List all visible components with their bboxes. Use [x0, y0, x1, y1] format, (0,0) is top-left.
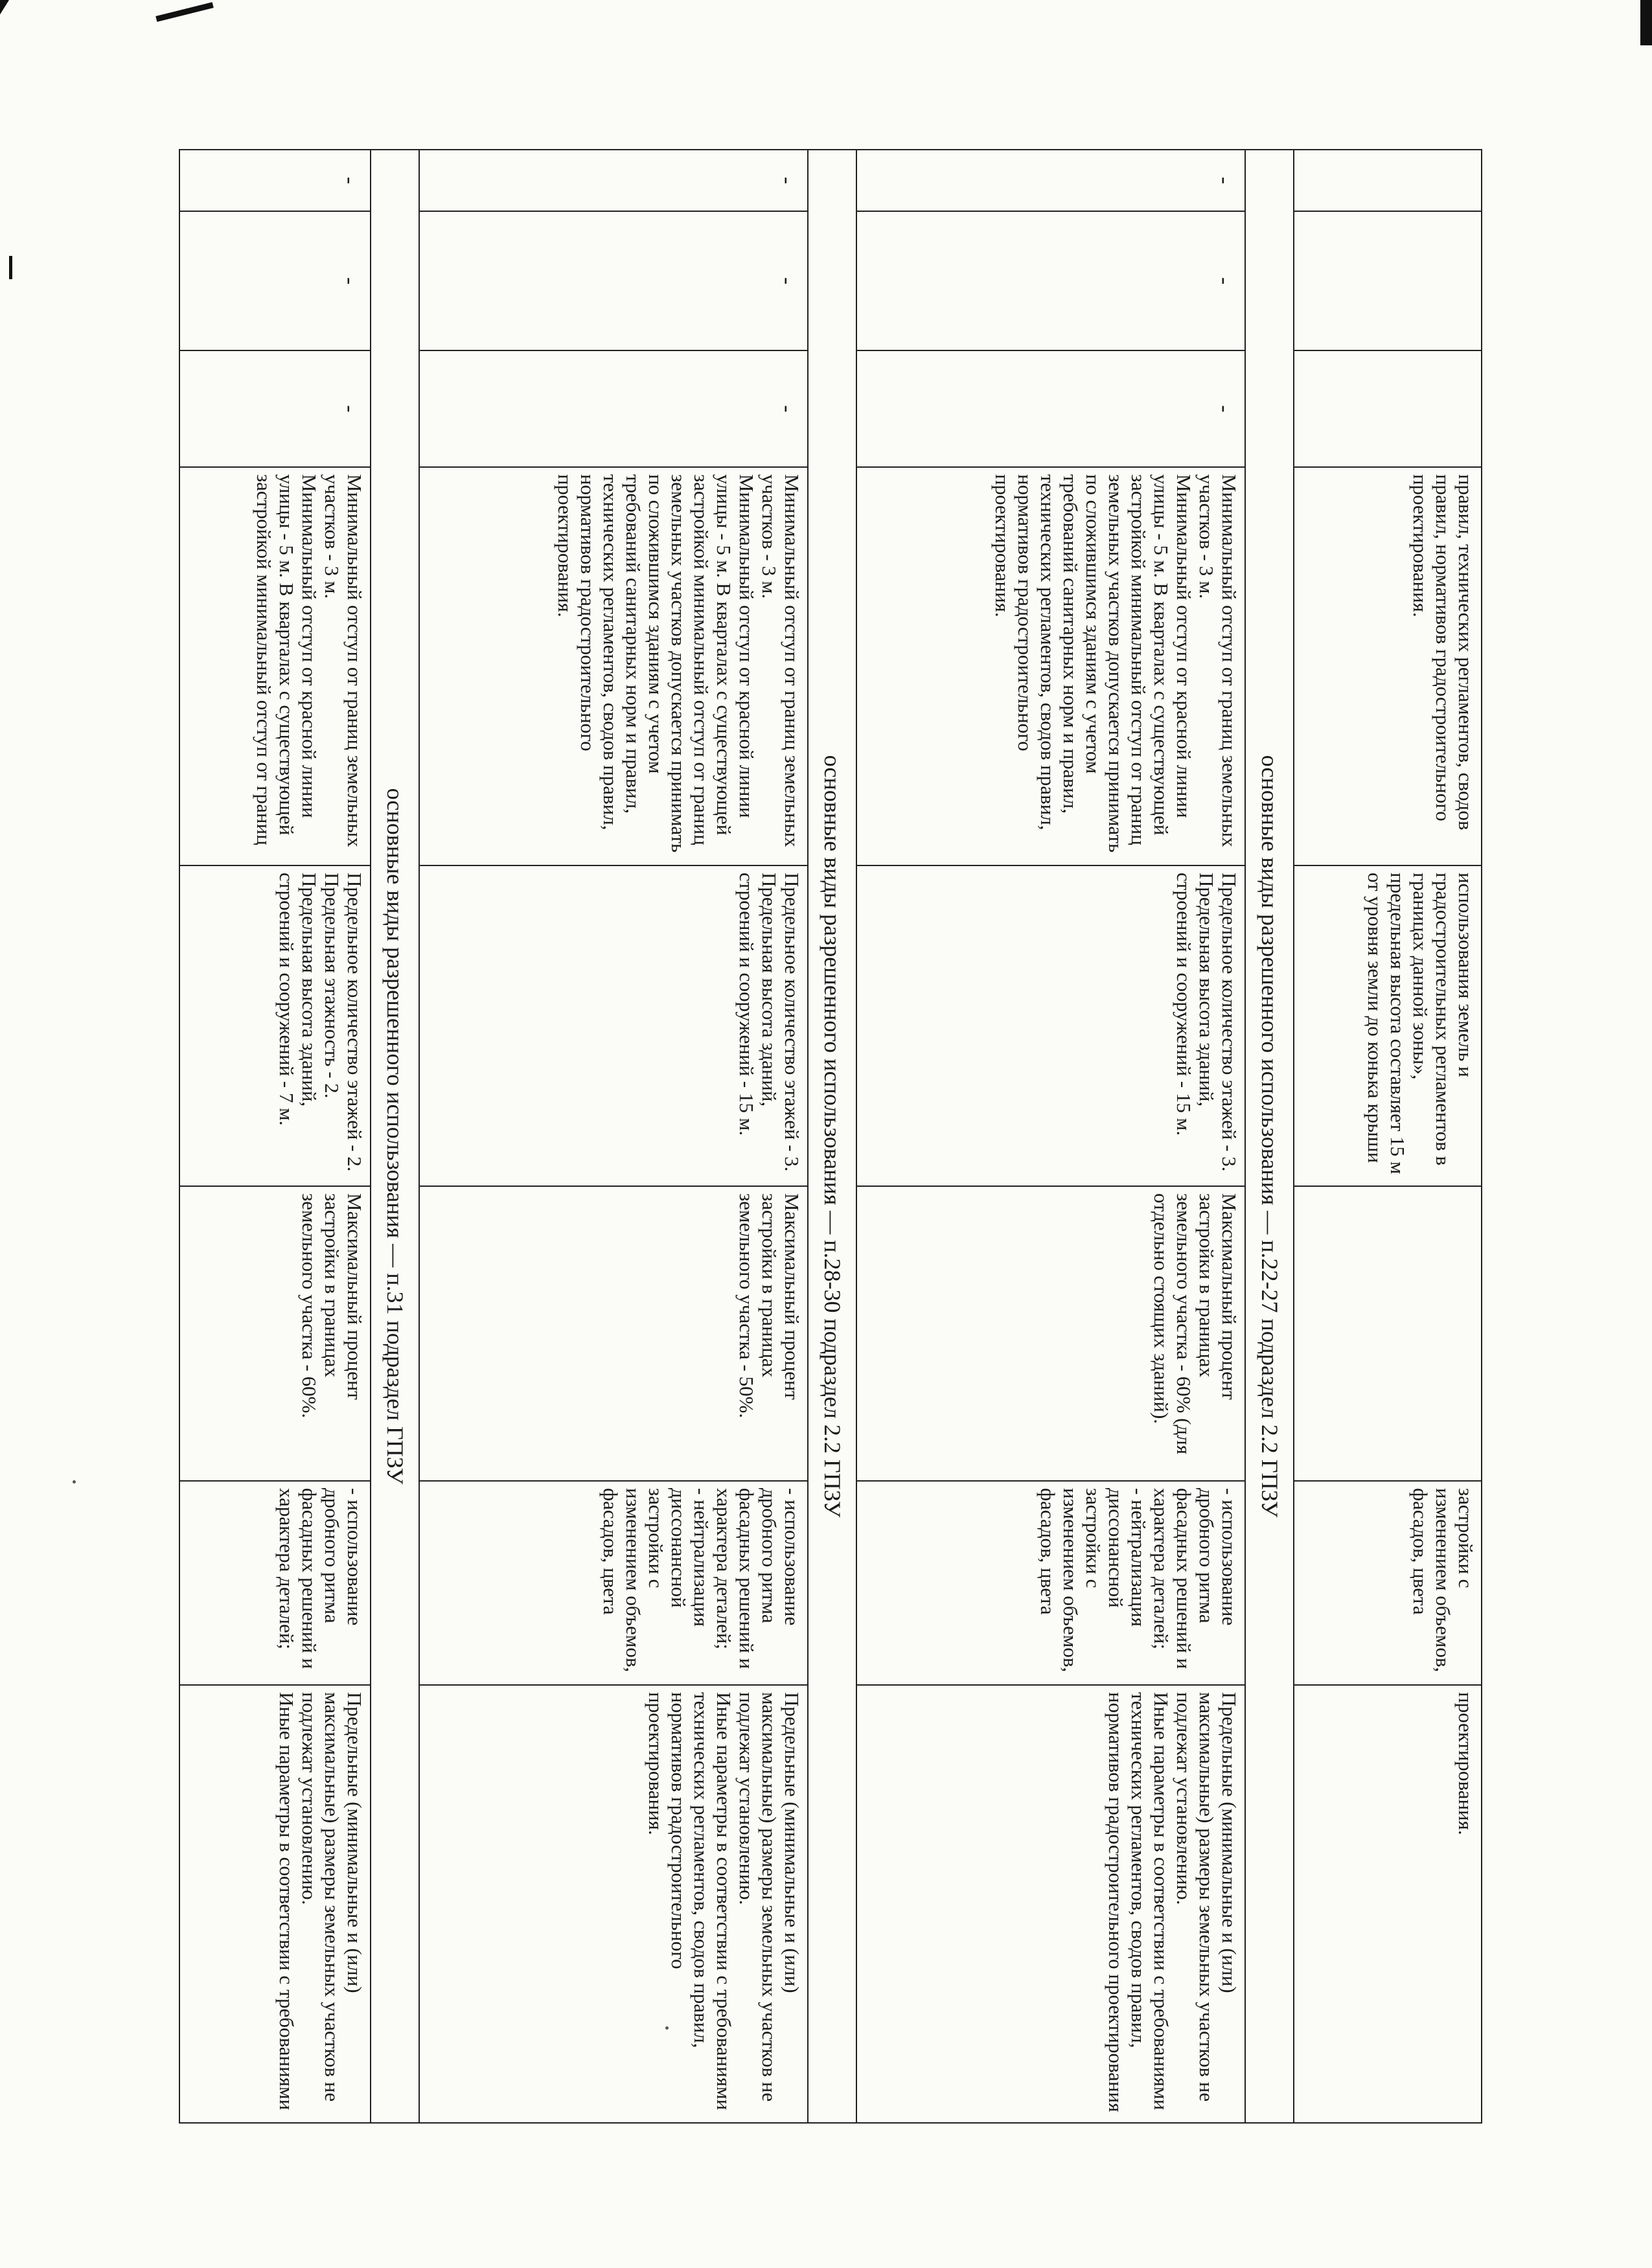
section-heading: основные виды разрешенного использования — п.22-27 подраздел 2.2 ГПЗУ	[1245, 150, 1294, 2123]
section-heading-row	[371, 150, 419, 2123]
cell-height-limits: Предельное количество этажей - 3. Предельная высота зданий, строений и сооружений - 15 м.	[856, 865, 1245, 1186]
scan-corner-mark-top	[155, 2, 214, 22]
cell-col3: -	[179, 350, 371, 467]
cell-architecture: - использование дробного ритма фасадных решений и характера деталей; - нейтрализация диссонансной застройки с изменением объемов, фасадов, цвета	[419, 1481, 808, 1685]
section-heading: основные виды разрешенного использования — п.28-30 подраздел 2.2 ГПЗУ	[808, 150, 856, 2123]
cell-architecture: - использование дробного ритма фасадных решений и характера деталей; - нейтрализация диссонансной застройки с изменением объемов, фасадов, цвета	[856, 1481, 1245, 1685]
cell-setbacks: Минимальный отступ от границ земельных участков - 3 м. Минимальный отступ от красной линии улицы - 5 м. В кварталах с существующей застройкой минимальный отступ от границ земельных участков допускается принимать по сложившимся зданиям с учетом требований санитарных норм и правил, технических регламентов, сводов правил, нормативов градостроительного проектирования.	[419, 467, 808, 865]
cell-other-params: Предельные (минимальные и (или) максимальные) размеры земельных участков не подлежат установлению. Иные параметры в соответствии с требованиями технических регламентов, сводов правил, нормативов градостроительного проектирования.	[419, 1685, 808, 2123]
section-heading-row	[1245, 150, 1294, 2123]
scan-corner-mark	[0, 0, 9, 168]
cell-col3	[1294, 350, 1482, 467]
section-heading: основные виды разрешенного использования — п.31 подраздел ГПЗУ	[371, 150, 419, 2123]
cell-setbacks: Минимальный отступ от границ земельных участков - 3 м. Минимальный отступ от красной линии улицы - 5 м. В кварталах с существующей застройкой минимальный отступ от границ	[179, 467, 371, 865]
rotated-page	[180, 149, 1482, 2122]
table-row	[179, 150, 371, 2123]
cell-col3: -	[419, 350, 808, 467]
cell-height-limits: использования земель и градостроительных регламентов в границах данной зоны», предельная высота составляет 15 м от уровня земли до конька крыши	[1294, 865, 1482, 1186]
section-heading-row	[808, 150, 856, 2123]
cell-coverage: Максимальный процент застройки в границах земельного участка - 60% (для отдельно стоящих зданий).	[856, 1186, 1245, 1481]
cell-architecture: - использование дробного ритма фасадных решений и характера деталей;	[179, 1481, 371, 1685]
scan-edge-right	[1640, 0, 1652, 45]
scan-speck	[73, 1480, 76, 1483]
cell-col1	[1294, 150, 1482, 211]
cell-col2	[1294, 211, 1482, 350]
cell-col2: -	[419, 211, 808, 350]
cell-col3: -	[856, 350, 1245, 467]
cell-col2: -	[856, 211, 1245, 350]
scan-edge-mark	[9, 256, 12, 279]
cell-height-limits: Предельное количество этажей - 2. Предельная этажность - 2. Предельная высота зданий, строений и сооружений - 7 м.	[179, 865, 371, 1186]
table-row	[1294, 150, 1482, 2123]
table-row	[856, 150, 1245, 2123]
cell-setbacks: Минимальный отступ от границ земельных участков - 3 м. Минимальный отступ от красной линии улицы - 5 м. В кварталах с существующей застройкой минимальный отступ от границ земельных участков допускается принимать по сложившимся зданиям с учетом требований санитарных норм и правил, технических регламентов, сводов правил, нормативов градостроительного проектирования.	[856, 467, 1245, 865]
cell-setbacks: правил, технических регламентов, сводов правил, нормативов градостроительного проектирования.	[1294, 467, 1482, 865]
cell-col2: -	[179, 211, 371, 350]
cell-coverage: Максимальный процент застройки в границах земельного участка - 60%.	[179, 1186, 371, 1481]
cell-coverage: Максимальный процент застройки в границах земельного участка - 50%.	[419, 1186, 808, 1481]
cell-other-params: Предельные (минимальные и (или) максимальные) размеры земельных участков не подлежат установлению. Иные параметры в соответствии с требованиями	[179, 1685, 371, 2123]
cell-col1: -	[419, 150, 808, 211]
cell-col1: -	[179, 150, 371, 211]
zoning-regulations-table	[179, 149, 1482, 2124]
cell-height-limits: Предельное количество этажей - 3. Предельная высота зданий, строений и сооружений - 15 м.	[419, 865, 808, 1186]
table-row	[419, 150, 808, 2123]
cell-other-params: проектирования.	[1294, 1685, 1482, 2123]
cell-architecture: застройки с изменением объемов, фасадов, цвета	[1294, 1481, 1482, 1685]
cell-col1: -	[856, 150, 1245, 211]
cell-other-params: Предельные (минимальные и (или) максимальные) размеры земельных участков не подлежат установлению. Иные параметры в соответствии с требованиями технических регламентов, сводов правил, нормативов градостроительного проектирования	[856, 1685, 1245, 2123]
cell-coverage	[1294, 1186, 1482, 1481]
